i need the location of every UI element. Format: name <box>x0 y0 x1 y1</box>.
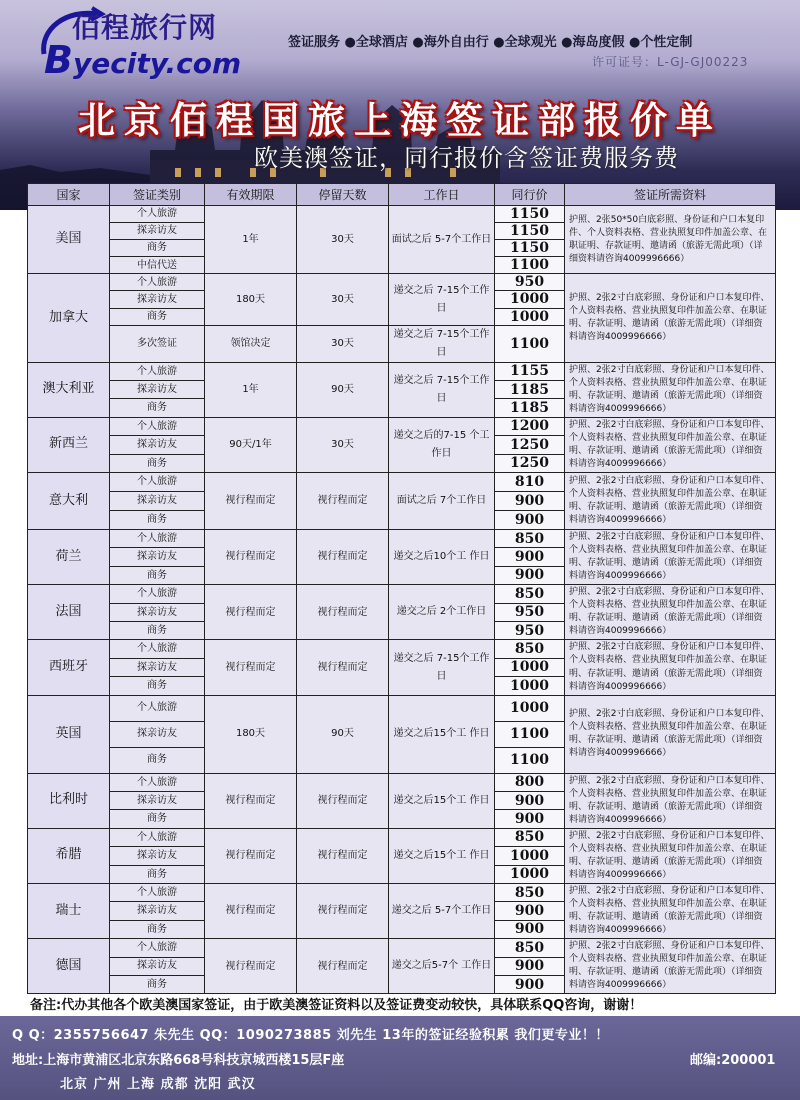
stay-days: 视行程而定 <box>297 939 389 994</box>
peer-price: 1100 <box>495 257 565 274</box>
processing-days: 面试之后 5-7个工作日 <box>389 206 495 274</box>
table-row <box>28 828 776 846</box>
peer-price: 900 <box>495 810 565 828</box>
branch-cities: 北京 广州 上海 成都 沈阳 武汉 <box>60 1077 256 1092</box>
validity-period: 视行程而定 <box>205 640 297 695</box>
visa-type: 个人旅游 <box>110 362 205 380</box>
visa-type: 探亲访友 <box>110 291 205 308</box>
required-documents: 护照、2张2寸白底彩照、身份证和户口本复印件、个人资料表格、营业执照复印件加盖公章、在职证明、存款证明、邀请函（旅游无需此项）（详细资料请咨询4009996666） <box>565 883 776 938</box>
required-documents: 护照、2张2寸白底彩照、身份证和户口本复印件、个人资料表格、营业执照复印件加盖公章、在职证明、存款证明、邀请函（旅游无需此项）（详细资料请咨询4009996666） <box>565 640 776 695</box>
peer-price: 850 <box>495 530 565 548</box>
visa-type: 商务 <box>110 677 205 695</box>
visa-type: 个人旅游 <box>110 206 205 223</box>
visa-type: 探亲访友 <box>110 603 205 621</box>
validity-period: 1年 <box>205 206 297 274</box>
visa-type: 商务 <box>110 747 205 773</box>
country-name: 比利时 <box>28 773 110 828</box>
visa-type: 个人旅游 <box>110 473 205 492</box>
visa-type: 探亲访友 <box>110 902 205 920</box>
column-header: 签证类别 <box>110 184 205 206</box>
processing-days: 递交之后10个工 作日 <box>389 530 495 585</box>
country-name: 澳大利亚 <box>28 362 110 417</box>
stay-days: 30天 <box>297 206 389 274</box>
peer-price: 1250 <box>495 454 565 472</box>
column-header: 签证所需资料 <box>565 184 776 206</box>
peer-price: 1000 <box>495 291 565 308</box>
validity-period: 1年 <box>205 362 297 417</box>
country-name: 希腊 <box>28 828 110 883</box>
visa-type: 个人旅游 <box>110 274 205 291</box>
visa-type: 个人旅游 <box>110 695 205 721</box>
visa-type: 探亲访友 <box>110 791 205 809</box>
column-header: 停留天数 <box>297 184 389 206</box>
country-name: 荷兰 <box>28 530 110 585</box>
peer-price: 850 <box>495 585 565 603</box>
peer-price: 1185 <box>495 381 565 399</box>
processing-days: 递交之后 7-15个工作日 <box>389 362 495 417</box>
visa-type: 商务 <box>110 566 205 584</box>
table-row <box>28 530 776 548</box>
peer-price: 900 <box>495 975 565 993</box>
peer-price: 1000 <box>495 865 565 883</box>
country-name: 法国 <box>28 585 110 640</box>
country-name: 新西兰 <box>28 417 110 472</box>
table-row <box>28 585 776 603</box>
peer-price: 850 <box>495 883 565 901</box>
logo-initial: B <box>44 38 73 82</box>
peer-price: 1250 <box>495 436 565 454</box>
validity-period: 180天 <box>205 695 297 773</box>
peer-price: 850 <box>495 939 565 957</box>
stay-days: 视行程而定 <box>297 530 389 585</box>
logo-chinese-name: 佰程旅行网 <box>72 11 218 44</box>
country-name: 意大利 <box>28 473 110 530</box>
visa-type: 个人旅游 <box>110 939 205 957</box>
stay-days: 30天 <box>297 325 389 362</box>
country-name: 加拿大 <box>28 274 110 362</box>
visa-type: 探亲访友 <box>110 492 205 511</box>
page-title: 北京佰程国旅上海签证部报价单 <box>78 98 722 142</box>
required-documents: 护照、2张2寸白底彩照、身份证和户口本复印件、个人资料表格、营业执照复印件加盖公章、在职证明、存款证明、邀请函（旅游无需此项）（详细资料请咨询4009996666） <box>565 274 776 362</box>
visa-type: 中信代送 <box>110 257 205 274</box>
processing-days: 面试之后 7个工作日 <box>389 473 495 530</box>
stay-days: 30天 <box>297 274 389 325</box>
peer-price: 900 <box>495 511 565 530</box>
validity-period: 视行程而定 <box>205 530 297 585</box>
required-documents: 护照、2张2寸白底彩照、身份证和户口本复印件、个人资料表格、营业执照复印件加盖公章、在职证明、存款证明、邀请函（旅游无需此项）（详细资料请咨询4009996666） <box>565 362 776 417</box>
stay-days: 视行程而定 <box>297 473 389 530</box>
peer-price: 1150 <box>495 223 565 240</box>
table-row <box>28 274 776 291</box>
required-documents: 护照、2张50*50白底彩照、身份证和户口本复印件、个人资料表格、营业执照复印件加盖公章、在职证明、存款证明、邀请函（旅游无需此项）（详细资料请咨询4009996666） <box>565 206 776 274</box>
visa-type: 个人旅游 <box>110 640 205 658</box>
stay-days: 视行程而定 <box>297 773 389 828</box>
processing-days: 递交之后 5-7个工作日 <box>389 883 495 938</box>
peer-price: 800 <box>495 773 565 791</box>
visa-type: 商务 <box>110 810 205 828</box>
office-address: 地址:上海市黄浦区北京东路668号科技京城西楼15层F座 <box>12 1053 345 1068</box>
required-documents: 护照、2张2寸白底彩照、身份证和户口本复印件、个人资料表格、营业执照复印件加盖公章、在职证明、存款证明、邀请函（旅游无需此项）（详细资料请咨询4009996666） <box>565 773 776 828</box>
peer-price: 1185 <box>495 399 565 417</box>
visa-type: 探亲访友 <box>110 223 205 240</box>
contact-qq: Q Q：2355756647 朱先生 QQ：1090273885 刘先生 13年的签证经验积累 我们更专业！！ <box>12 1028 609 1043</box>
stay-days: 视行程而定 <box>297 585 389 640</box>
visa-type: 商务 <box>110 920 205 938</box>
license-number: 许可证号：L-GJ-GJ00223 <box>592 55 749 69</box>
peer-price: 900 <box>495 902 565 920</box>
stay-days: 视行程而定 <box>297 883 389 938</box>
visa-type: 个人旅游 <box>110 417 205 435</box>
visa-type: 探亲访友 <box>110 381 205 399</box>
peer-price: 1155 <box>495 362 565 380</box>
visa-type: 探亲访友 <box>110 721 205 747</box>
column-header: 工作日 <box>389 184 495 206</box>
column-header: 国家 <box>28 184 110 206</box>
validity-period: 领馆决定 <box>205 325 297 362</box>
processing-days: 递交之后15个工 作日 <box>389 773 495 828</box>
visa-type: 探亲访友 <box>110 658 205 676</box>
stay-days: 视行程而定 <box>297 640 389 695</box>
visa-type: 探亲访友 <box>110 847 205 865</box>
visa-type: 商务 <box>110 622 205 640</box>
validity-period: 视行程而定 <box>205 828 297 883</box>
logo-domain: yecity.com <box>72 47 242 80</box>
peer-price: 1000 <box>495 658 565 676</box>
peer-price: 900 <box>495 957 565 975</box>
header-banner <box>0 0 800 210</box>
validity-period: 180天 <box>205 274 297 325</box>
peer-price: 1000 <box>495 847 565 865</box>
visa-type: 个人旅游 <box>110 883 205 901</box>
peer-price: 950 <box>495 622 565 640</box>
visa-type: 商务 <box>110 308 205 325</box>
peer-price: 1100 <box>495 721 565 747</box>
column-header: 同行价 <box>495 184 565 206</box>
stay-days: 视行程而定 <box>297 828 389 883</box>
peer-price: 810 <box>495 473 565 492</box>
required-documents: 护照、2张2寸白底彩照、身份证和户口本复印件、个人资料表格、营业执照复印件加盖公章、在职证明、存款证明、邀请函（旅游无需此项）（详细资料请咨询4009996666） <box>565 530 776 585</box>
peer-price: 900 <box>495 492 565 511</box>
country-name: 瑞士 <box>28 883 110 938</box>
peer-price: 1150 <box>495 240 565 257</box>
visa-type: 探亲访友 <box>110 957 205 975</box>
peer-price: 900 <box>495 920 565 938</box>
visa-type: 探亲访友 <box>110 436 205 454</box>
peer-price: 900 <box>495 548 565 566</box>
processing-days: 递交之后15个工 作日 <box>389 695 495 773</box>
validity-period: 视行程而定 <box>205 939 297 994</box>
table-row <box>28 362 776 380</box>
table-header-row <box>28 184 776 206</box>
table-row <box>28 773 776 791</box>
validity-period: 视行程而定 <box>205 773 297 828</box>
required-documents: 护照、2张2寸白底彩照、身份证和户口本复印件、个人资料表格、营业执照复印件加盖公章、在职证明、存款证明、邀请函（旅游无需此项）（详细资料请咨询4009996666） <box>565 417 776 472</box>
peer-price: 1200 <box>495 417 565 435</box>
peer-price: 900 <box>495 566 565 584</box>
processing-days: 递交之后 2个工作日 <box>389 585 495 640</box>
validity-period: 视行程而定 <box>205 473 297 530</box>
table-row <box>28 695 776 721</box>
country-name: 美国 <box>28 206 110 274</box>
peer-price: 1000 <box>495 695 565 721</box>
table-row <box>28 473 776 492</box>
processing-days: 递交之后 7-15个工作日 <box>389 274 495 325</box>
visa-price-table <box>27 183 776 994</box>
peer-price: 1100 <box>495 747 565 773</box>
stay-days: 30天 <box>297 417 389 472</box>
remark-note: 备注:代办其他各个欧美澳国家签证，由于欧美澳签证资料以及签证费变动较快，具体联系QQ咨询，谢谢！ <box>30 998 643 1013</box>
peer-price: 850 <box>495 828 565 846</box>
column-header: 有效期限 <box>205 184 297 206</box>
logo-english-name <box>44 38 241 82</box>
visa-type: 商务 <box>110 975 205 993</box>
processing-days: 递交之后 7-15个工作日 <box>389 325 495 362</box>
visa-type: 探亲访友 <box>110 548 205 566</box>
visa-type: 个人旅游 <box>110 828 205 846</box>
table-row <box>28 939 776 957</box>
processing-days: 递交之后15个工 作日 <box>389 828 495 883</box>
table-row <box>28 206 776 223</box>
peer-price: 1000 <box>495 677 565 695</box>
table-row <box>28 883 776 901</box>
postcode: 邮编:200001 <box>690 1053 776 1068</box>
country-name: 德国 <box>28 939 110 994</box>
stay-days: 90天 <box>297 695 389 773</box>
required-documents: 护照、2张2寸白底彩照、身份证和户口本复印件、个人资料表格、营业执照复印件加盖公章、在职证明、存款证明、邀请函（旅游无需此项）（详细资料请咨询4009996666） <box>565 695 776 773</box>
peer-price: 1000 <box>495 308 565 325</box>
peer-price: 1150 <box>495 206 565 223</box>
processing-days: 递交之后5-7个 工作日 <box>389 939 495 994</box>
validity-period: 视行程而定 <box>205 585 297 640</box>
services-list: 签证服务 ●全球酒店 ●海外自由行 ●全球观光 ●海岛度假 ●个性定制 <box>288 35 693 50</box>
peer-price: 950 <box>495 274 565 291</box>
peer-price: 1100 <box>495 325 565 362</box>
page-subtitle: 欧美澳签证，同行报价含签证费服务费 <box>254 144 679 172</box>
processing-days: 递交之后的7-15 个工作日 <box>389 417 495 472</box>
required-documents: 护照、2张2寸白底彩照、身份证和户口本复印件、个人资料表格、营业执照复印件加盖公章、在职证明、存款证明、邀请函（旅游无需此项）（详细资料请咨询4009996666） <box>565 585 776 640</box>
peer-price: 900 <box>495 791 565 809</box>
required-documents: 护照、2张2寸白底彩照、身份证和户口本复印件、个人资料表格、营业执照复印件加盖公章、在职证明、存款证明、邀请函（旅游无需此项）（详细资料请咨询4009996666） <box>565 828 776 883</box>
country-name: 英国 <box>28 695 110 773</box>
visa-type: 个人旅游 <box>110 585 205 603</box>
visa-type: 个人旅游 <box>110 530 205 548</box>
peer-price: 850 <box>495 640 565 658</box>
visa-type: 商务 <box>110 511 205 530</box>
table-row <box>28 417 776 435</box>
country-name: 西班牙 <box>28 640 110 695</box>
required-documents: 护照、2张2寸白底彩照、身份证和户口本复印件、个人资料表格、营业执照复印件加盖公章、在职证明、存款证明、邀请函（旅游无需此项）（详细资料请咨询4009996666） <box>565 473 776 530</box>
visa-type: 商务 <box>110 454 205 472</box>
peer-price: 950 <box>495 603 565 621</box>
table-row <box>28 640 776 658</box>
visa-type: 商务 <box>110 240 205 257</box>
validity-period: 90天/1年 <box>205 417 297 472</box>
stay-days: 90天 <box>297 362 389 417</box>
validity-period: 视行程而定 <box>205 883 297 938</box>
visa-type: 商务 <box>110 865 205 883</box>
processing-days: 递交之后 7-15个工作日 <box>389 640 495 695</box>
table-body <box>28 206 776 994</box>
visa-type: 商务 <box>110 399 205 417</box>
visa-type: 个人旅游 <box>110 773 205 791</box>
required-documents: 护照、2张2寸白底彩照、身份证和户口本复印件、个人资料表格、营业执照复印件加盖公章、在职证明、存款证明、邀请函（旅游无需此项）（详细资料请咨询4009996666） <box>565 939 776 994</box>
visa-type: 多次签证 <box>110 325 205 362</box>
